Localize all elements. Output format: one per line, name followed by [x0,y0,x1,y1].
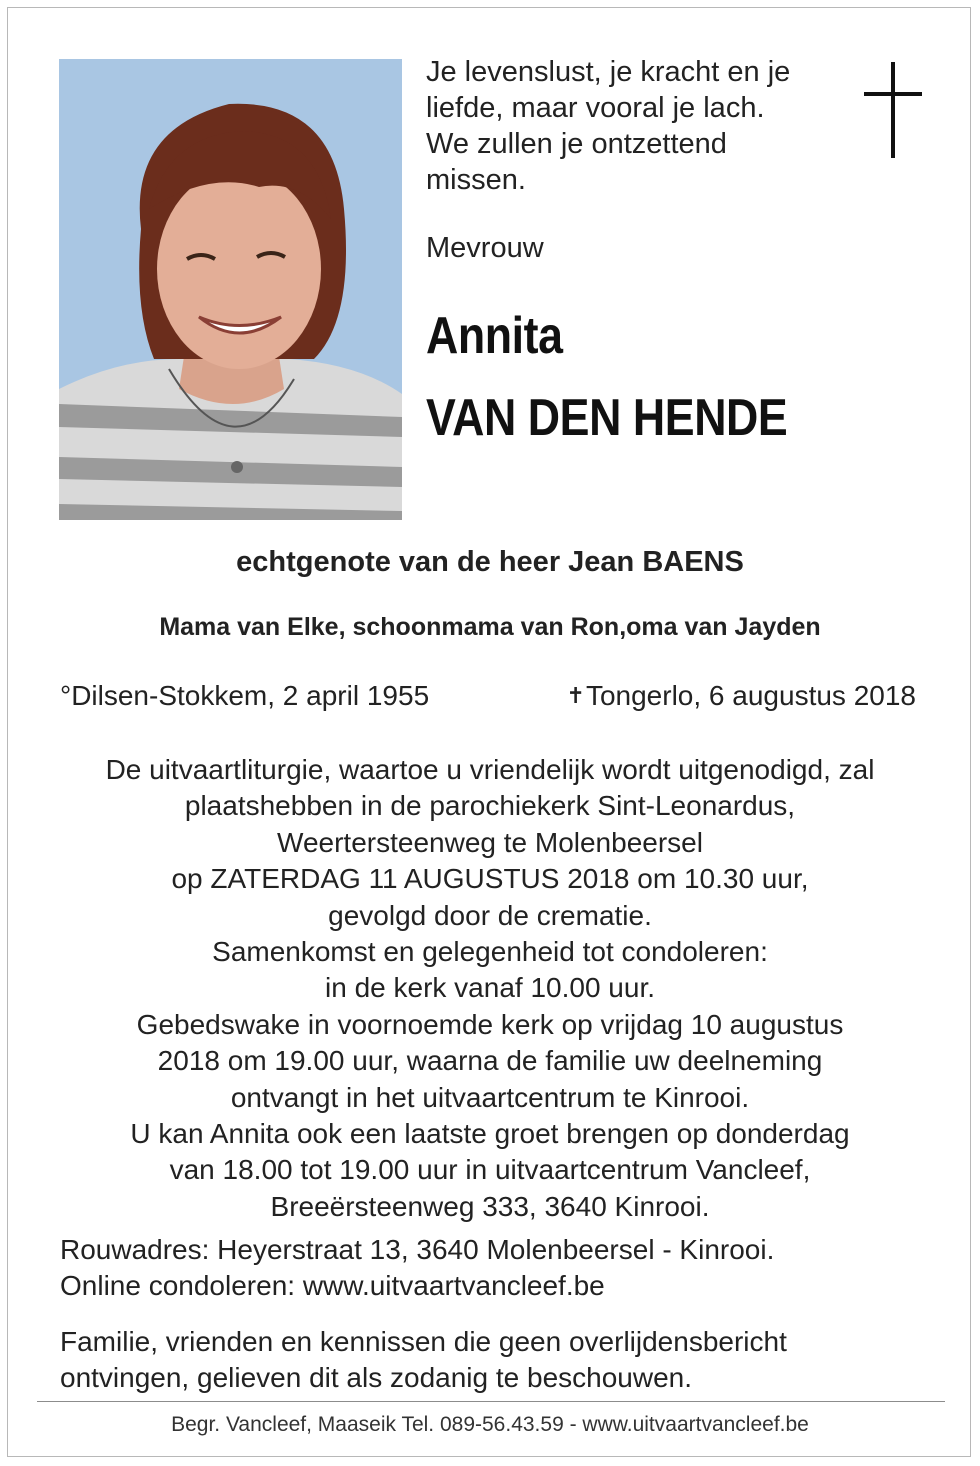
ceremony-line: ontvangt in het uitvaartcentrum te Kinrooi. [230,1081,750,1113]
funeral-home-footer: Begr. Vancleef, Maaseik Tel. 089-56.43.59 - www.uitvaartvancleef.be [171,1413,809,1436]
ceremony-details [0,752,980,1225]
ceremony-line: op ZATERDAG 11 AUGUSTUS 2018 om 10.30 uur, [171,863,809,895]
honorific: Mevrouw [426,232,544,264]
address-block [60,1232,774,1304]
mourning-address: Rouwadres: Heyerstraat 13, 3640 Molenbeersel - Kinrooi. [60,1234,775,1265]
footer-divider [37,1401,945,1402]
given-name: Annita [426,307,563,365]
ceremony-line: Weertersteenweg te Molenbeersel [277,826,703,858]
death-info [567,680,916,712]
memorial-quote [426,54,846,198]
ceremony-line: van 18.00 tot 19.00 uur in uitvaartcentrum Vancleef, [169,1154,811,1186]
ceremony-line: plaatshebben in de parochiekerk Sint-Leonardus, [184,790,796,822]
quote-line: missen. [426,164,526,196]
quote-line: liefde, maar vooral je lach. [426,92,765,124]
online-condolences: Online condoleren: www.uitvaartvancleef.be [60,1270,605,1301]
notice-line: ontvingen, gelieven dit als zodanig te beschouwen. [60,1362,692,1393]
ceremony-line: U kan Annita ook een laatste groet brengen op donderdag [130,1118,850,1150]
ceremony-line: in de kerk vanaf 10.00 uur. [325,972,655,1004]
ceremony-line: gevolgd door de crematie. [328,899,652,931]
dagger-icon: ✝ [566,683,585,708]
notice-line: Familie, vrienden en kennissen die geen overlijdensbericht [60,1326,787,1357]
ceremony-line: Samenkomst en gelegenheid tot condoleren: [212,936,768,968]
ceremony-line: Gebedswake in voornoemde kerk op vrijdag 10 augustus [136,1008,844,1040]
cross-icon [864,62,922,158]
ceremony-line: Breeërsteenweg 333, 3640 Kinrooi. [270,1190,710,1222]
quote-line: We zullen je ontzettend [426,128,727,160]
spouse-line: echtgenote van de heer Jean BAENS [236,546,744,578]
notice-block [60,1324,787,1396]
relatives-line: Mama van Elke, schoonmama van Ron,oma van Jayden [159,613,821,641]
ceremony-line: De uitvaartliturgie, waartoe u vriendelijk wordt uitgenodigd, zal [105,754,875,785]
portrait-photo [59,59,402,520]
death-text: Tongerlo, 6 augustus 2018 [585,680,916,711]
birth-info: °Dilsen-Stokkem, 2 april 1955 [60,680,430,711]
family-name: VAN DEN HENDE [426,389,788,447]
quote-line: Je levenslust, je kracht en je [426,56,791,88]
ceremony-line: 2018 om 19.00 uur, waarna de familie uw deelneming [157,1045,823,1077]
